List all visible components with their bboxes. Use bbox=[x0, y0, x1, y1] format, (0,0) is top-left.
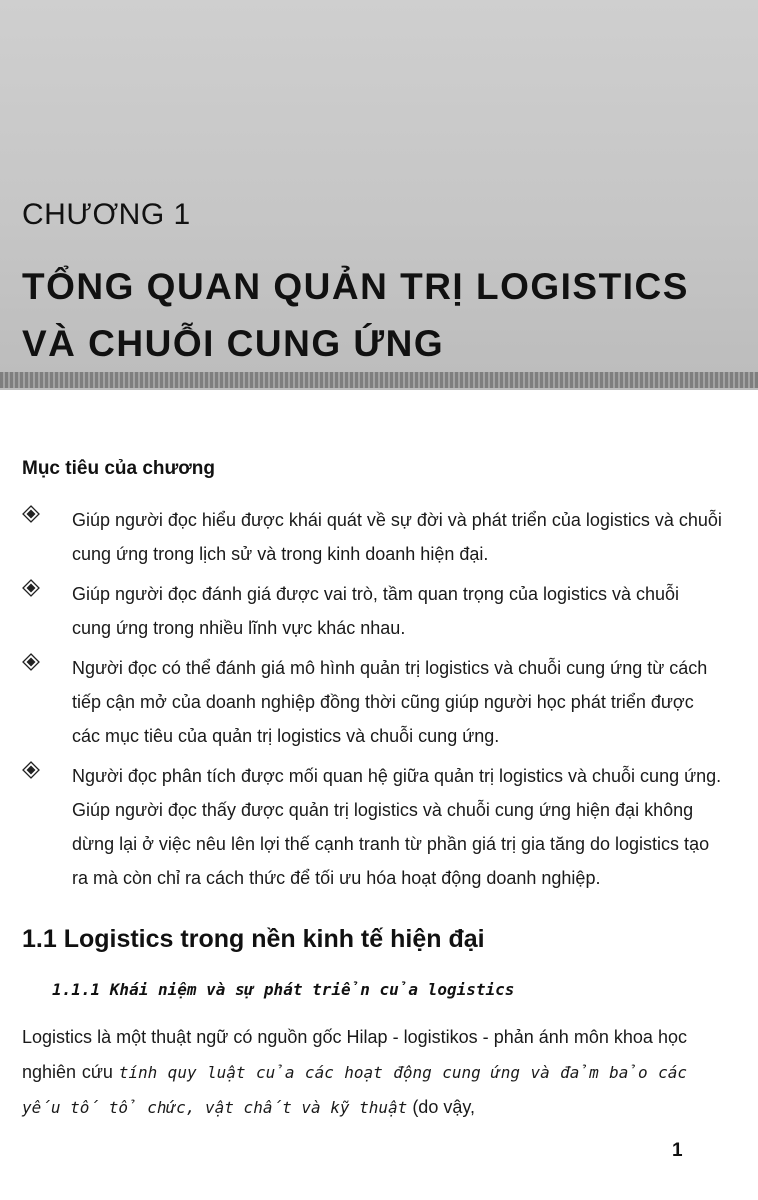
objectives-list bbox=[22, 503, 722, 901]
paragraph-text-end: (do vậy, bbox=[407, 1097, 476, 1117]
objective-text: Người đọc phân tích được mối quan hệ giữa quản trị logistics và chuỗi cung ứng. Giúp người đọc thấy được quản trị logistics và chuỗi cung ứng hiện đại không dừng lại ở việc nêu lên lợi thế cạnh tranh từ phần giá trị gia tăng do logistics tạo ra mà còn chỉ ra cách thức để tối ưu hóa hoạt động doanh nghiệp. bbox=[72, 766, 722, 888]
objective-item bbox=[22, 577, 722, 645]
subsection-heading: 1.1.1 Khái niệm và sự phát triển của logistics bbox=[52, 980, 515, 999]
body-paragraph bbox=[22, 1020, 687, 1125]
diamond-bullet-icon bbox=[22, 761, 40, 779]
objective-text: Giúp người đọc đánh giá được vai trò, tầm quan trọng của logistics và chuỗi cung ứng trong nhiều lĩnh vực khác nhau. bbox=[72, 584, 680, 638]
diamond-bullet-icon bbox=[22, 579, 40, 597]
chapter-title bbox=[22, 258, 742, 372]
paragraph-emphasis: tính quy luật của các hoạt động cung ứng và đảm bảo các yếu tố tổ chức, vật chất và kỹ thuật bbox=[22, 1063, 687, 1117]
section-heading: 1.1 Logistics trong nền kinh tế hiện đại bbox=[22, 925, 485, 953]
chapter-title-line-1: TỔNG QUAN QUẢN TRỊ LOGISTICS bbox=[22, 266, 689, 307]
objective-text: Người đọc có thể đánh giá mô hình quản trị logistics và chuỗi cung ứng từ cách tiếp cận mở của doanh nghiệp đồng thời cũng giúp người học phát triển được các mục tiêu của quản trị logistics và chuỗi cung ứng. bbox=[72, 658, 708, 746]
paragraph-text: Logistics là một thuật ngữ có nguồn gốc Hilap - logistikos - phản ánh môn khoa học nghiên cứu bbox=[22, 1027, 687, 1082]
page-number: 1 bbox=[672, 1140, 683, 1161]
objectives-heading: Mục tiêu của chương bbox=[22, 458, 216, 479]
diamond-bullet-icon bbox=[22, 653, 40, 671]
chapter-label: CHƯƠNG 1 bbox=[22, 198, 191, 231]
objective-item bbox=[22, 651, 722, 753]
header-divider-rule bbox=[0, 372, 758, 388]
objective-item bbox=[22, 759, 722, 895]
objective-item bbox=[22, 503, 722, 571]
objective-text: Giúp người đọc hiểu được khái quát về sự đời và phát triển của logistics và chuỗi cung ứng trong lịch sử và trong kinh doanh hiện đại. bbox=[72, 510, 722, 564]
chapter-title-line-2: VÀ CHUỖI CUNG ỨNG bbox=[22, 323, 445, 364]
diamond-bullet-icon bbox=[22, 505, 40, 523]
